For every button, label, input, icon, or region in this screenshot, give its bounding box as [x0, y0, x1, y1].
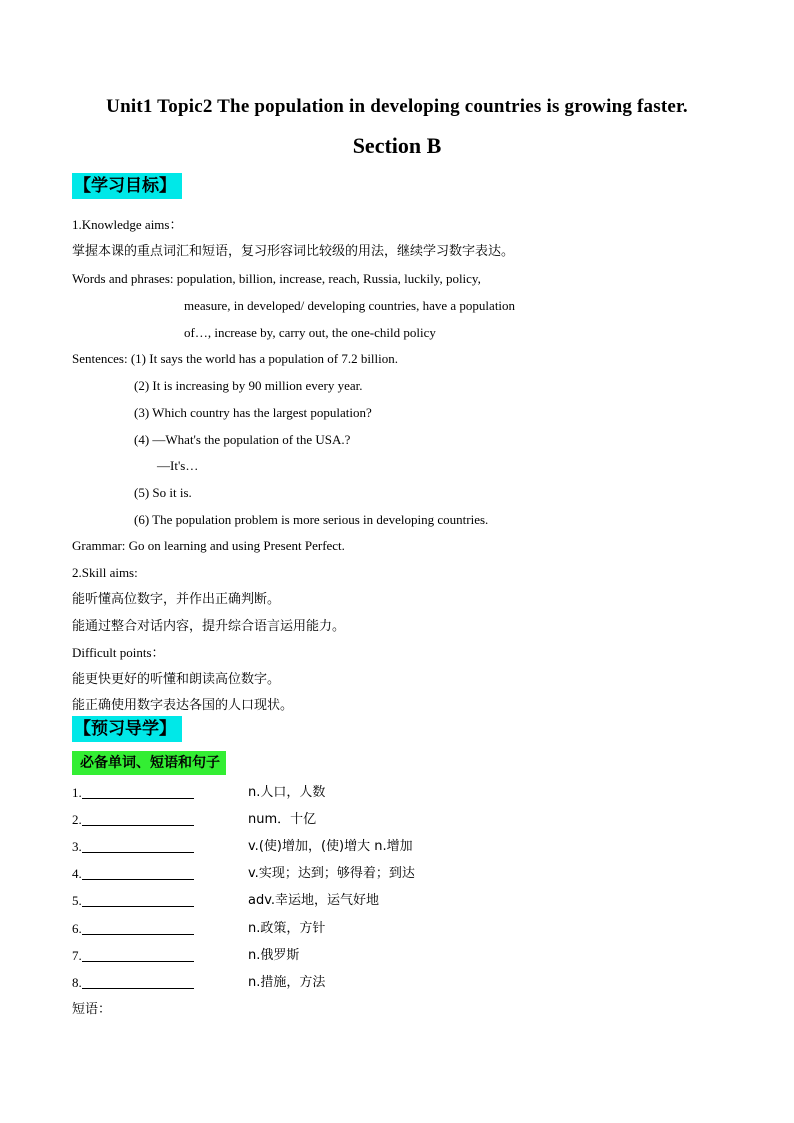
vocab-row	[72, 920, 326, 938]
vocab-number: 6.	[72, 921, 82, 936]
words-phrases-line-1: Words and phrases: population, billion, increase, reach, Russia, luckily, policy,	[72, 271, 481, 286]
vocab-number: 8.	[72, 975, 82, 990]
vocab-definition: n.人口，人数	[248, 785, 326, 800]
grammar-line: Grammar: Go on learning and using Present Perfect.	[72, 538, 345, 553]
difficult-points-label: Difficult points：	[72, 645, 165, 660]
knowledge-aims-text: 掌握本课的重点词汇和短语，复习形容词比较级的用法，继续学习数字表达。	[72, 244, 515, 259]
vocab-definition: v.(使)增加，(使)增大 n.增加	[248, 839, 413, 854]
vocab-row	[72, 838, 413, 856]
vocab-number: 5.	[72, 893, 82, 908]
objectives-header: 【学习目标】	[72, 173, 182, 199]
vocab-row	[72, 811, 317, 829]
answer-blank[interactable]	[82, 892, 194, 907]
skill-aim-1: 能听懂高位数字，并作出正确判断。	[72, 592, 281, 607]
vocab-definition: n.俄罗斯	[248, 948, 300, 963]
answer-blank[interactable]	[82, 865, 194, 880]
answer-blank[interactable]	[82, 811, 194, 826]
vocab-number: 2.	[72, 812, 82, 827]
words-phrases-line-3: of…, increase by, carry out, the one-child policy	[184, 325, 436, 340]
answer-blank[interactable]	[82, 838, 194, 853]
sentence-6: (6) The population problem is more serious in developing countries.	[134, 512, 489, 527]
sentence-4b: —It's…	[157, 458, 199, 473]
vocab-row	[72, 892, 380, 910]
vocab-row	[72, 947, 300, 965]
knowledge-aims-label: 1.Knowledge aims：	[72, 217, 183, 232]
phrases-label: 短语：	[72, 1002, 112, 1017]
vocab-row	[72, 974, 326, 992]
sentence-2: (2) It is increasing by 90 million every year.	[134, 378, 363, 393]
difficult-point-1: 能更快更好的听懂和朗读高位数字。	[72, 672, 281, 687]
vocab-header: 必备单词、短语和句子	[72, 751, 226, 775]
vocab-definition: n.措施，方法	[248, 975, 326, 990]
answer-blank[interactable]	[82, 947, 194, 962]
vocab-row	[72, 784, 326, 802]
answer-blank[interactable]	[82, 784, 194, 799]
words-phrases-line-2: measure, in developed/ developing countries, have a population	[184, 298, 516, 313]
section-title: Section B	[352, 133, 442, 158]
vocab-definition: v.实现；达到；够得着；到达	[248, 866, 415, 881]
vocab-number: 3.	[72, 839, 82, 854]
sentence-4a: (4) —What's the population of the USA.?	[134, 432, 351, 447]
vocab-number: 4.	[72, 866, 82, 881]
vocab-definition: num．十亿	[248, 812, 317, 827]
sentence-5: (5) So it is.	[134, 485, 192, 500]
vocab-row	[72, 865, 415, 883]
sentence-3: (3) Which country has the largest population?	[134, 405, 372, 420]
skill-aims-label: 2.Skill aims:	[72, 565, 138, 580]
answer-blank[interactable]	[82, 920, 194, 935]
vocab-number: 1.	[72, 785, 82, 800]
vocab-definition: n.政策，方针	[248, 921, 326, 936]
preview-header: 【预习导学】	[72, 716, 182, 742]
vocab-definition: adv.幸运地，运气好地	[248, 893, 380, 908]
page-title: Unit1 Topic2 The population in developing countries is growing faster.	[106, 96, 688, 117]
difficult-point-2: 能正确使用数字表达各国的人口现状。	[72, 698, 294, 713]
skill-aim-2: 能通过整合对话内容，提升综合语言运用能力。	[72, 619, 346, 634]
vocab-number: 7.	[72, 948, 82, 963]
answer-blank[interactable]	[82, 974, 194, 989]
sentence-1: Sentences: (1) It says the world has a population of 7.2 billion.	[72, 351, 399, 366]
